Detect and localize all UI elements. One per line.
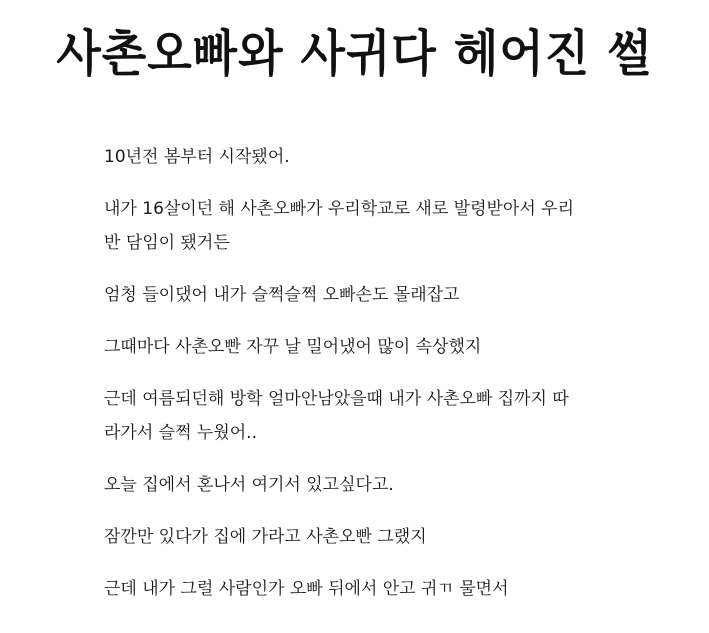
paragraph-1: 10년전 봄부터 시작됐어.: [104, 147, 290, 167]
paragraph-4: 그때마다 사촌오빤 자꾸 날 밀어냈어 많이 속상했지: [104, 337, 482, 357]
post-body: [104, 140, 624, 624]
paragraph-7: 잠깐만 있다가 집에 가라고 사촌오빤 그랬지: [104, 527, 427, 547]
paragraph-3: 엄청 들이댔어 내가 슬쩍슬쩍 오빠손도 몰래잡고: [104, 285, 460, 305]
post-title: 사촌오빠와 사귀다 헤어진 썰: [56, 23, 653, 83]
paragraph-5: 근데 여름되던해 방학 얼마안남았을때 내가 사촌오빠 집까지 따 라가서 슬쩍 누웠어..: [104, 389, 569, 443]
paragraph-6: 오늘 집에서 혼나서 여기서 있고싶다고.: [104, 475, 394, 495]
paragraph-2: 내가 16살이던 해 사촌오빠가 우리학교로 새로 발령받아서 우리 반 담임이 됐거든: [104, 199, 575, 253]
paragraph-8: 근데 내가 그럴 사람인가 오빠 뒤에서 안고 귀ㄲ 물면서: [104, 579, 509, 599]
